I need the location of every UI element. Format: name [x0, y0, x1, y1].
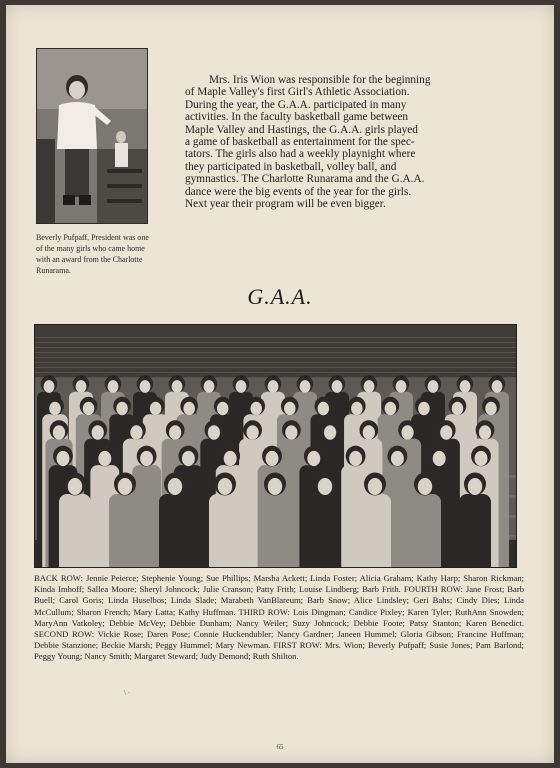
group-photo [34, 324, 517, 568]
photo-caption: Beverly Pufpaff, President was one of the many girls who came home with an award from the Charlotte Runarama. [36, 233, 149, 275]
yearbook-page [6, 5, 554, 763]
intro-paragraph: Mrs. Iris Wion was responsible for the beginning of Maple Valley's first Girl's Athletic Association. During the year, the G.A.A. participated in many activities. In the faculty basketball game between Maple Valley and Hastings, the G.A.A. girls played a game of basketball as entertainment for the spec- tators. The girls also had a weekly playnight where they participated in basketball, volley ball, and gymnastics. The Charlotte Runarama and the G.A.A. dance were the big events of the year for the girls. Next year their program will be even bigger. [185, 74, 431, 211]
stray-mark: \ · [124, 689, 131, 697]
page-number: 65 [276, 743, 284, 751]
section-title: G.A.A. [247, 284, 313, 309]
group-photo-caption: BACK ROW: Jennie Peierce; Stephenie Young; Sue Phillips; Marsha Ackett; Linda Foster; Alicia Graham; Kathy Harp; Sharon Rickman; Kinda Imhoff; Sallea Moore; Sheryl Johncock; Julie Cranson; Patty Frith; Louise Lindberg; Barb Frith. FOURTH ROW: Jane Frost; Barb Buell; Carol Goris; Linda Huselbos; Linda Slade; Marabeth VanBlareum; Barb Snow; Alice Lindsley; Geri Bahs; Cindy Dies; Linda McCullum; Sharon French; Mary Latta; Kathy Huffman. THIRD ROW: Lois Dingman; Candice Pixley; Karen Tyler; RuthAnn Snowden; MaryAnn Vatkoley; Debbie McVey; Debbie Dunham; Nancy Weiler; Suzy Johncock; Debbie Foote; Patsy Stanton; Karen Benedict. SECOND ROW: Vickie Rose; Daren Pose; Connie Huckendubler; Nancy Gardner; Janeen Hummel; Gloria Gibson; Francine Huffman; Debbie Stanzione; Beckie Marsh; Peggy Hummel; Mary Newman. FIRST ROW: Mrs. Wion; Beverly Pufpaff; Susie Jones; Pam Barlond; Peggy Young; Nancy Smith; Margaret Steward; Judy Demond; Ruth Shilton. [34, 573, 524, 662]
president-photo [36, 48, 148, 224]
